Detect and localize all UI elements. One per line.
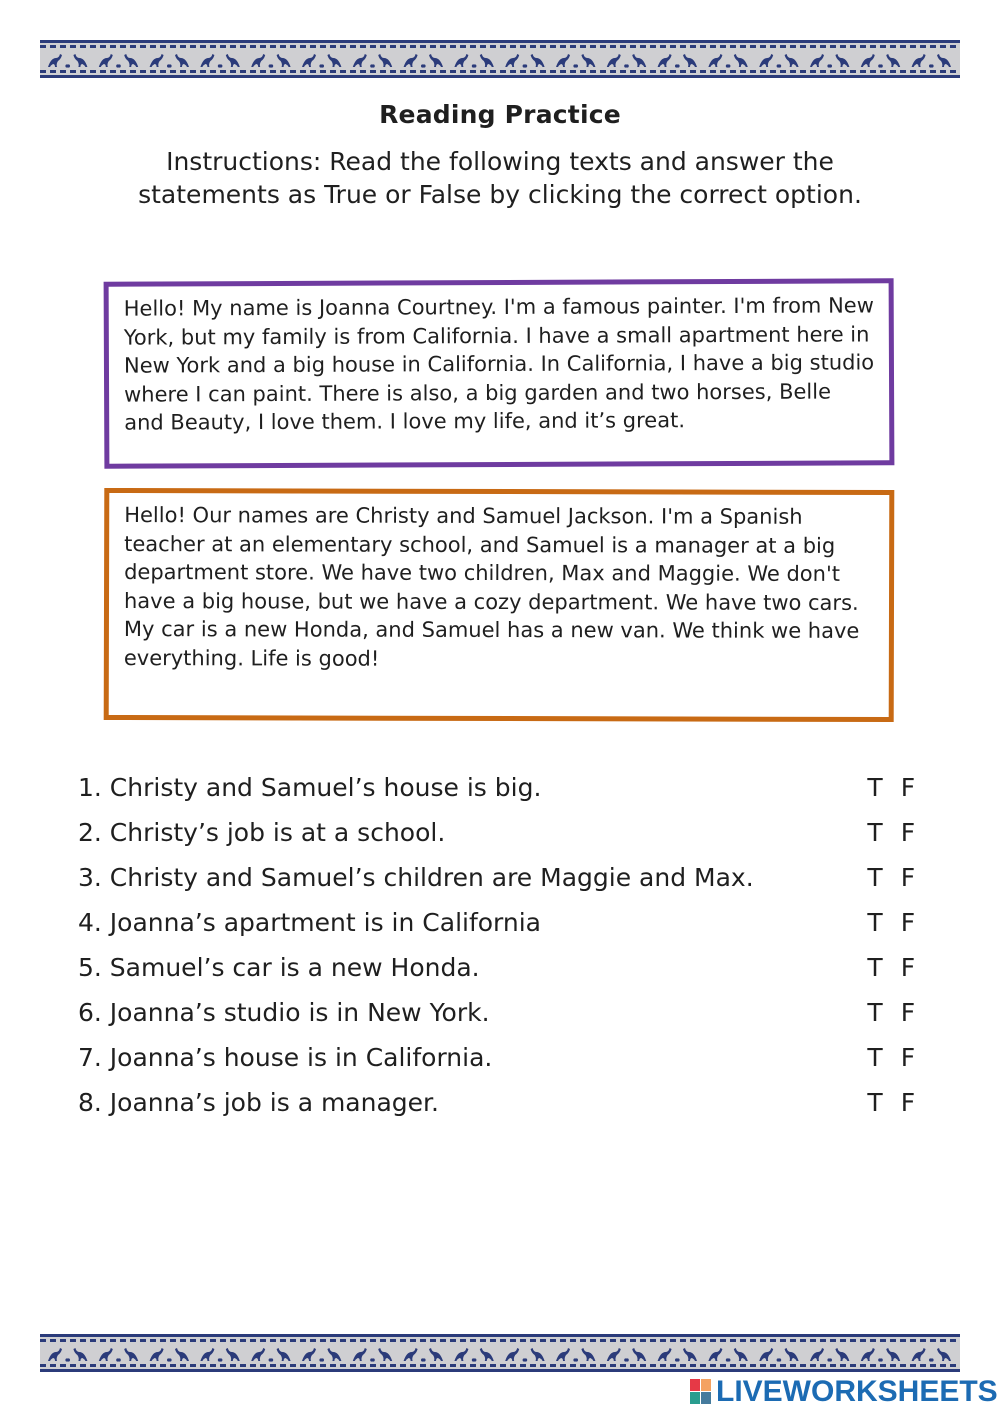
kangaroo-motif-icon [524,1348,545,1362]
kangaroo-motif-icon [727,54,748,68]
kangaroo-motif-icon [626,54,647,68]
true-option[interactable]: T [867,953,883,982]
kangaroo-motif-icon [676,1348,697,1362]
kangaroo-motif-icon [556,54,577,68]
kangaroo-motif-icon [251,1348,272,1362]
liveworksheets-logo [690,1376,998,1408]
kangaroo-motif-icon [219,1348,240,1362]
kangaroo-motif-icon [422,54,443,68]
kangaroo-motif-icon [67,54,88,68]
logo-text: LIVEWORKSHEETS [716,1375,998,1408]
question-row [78,768,928,813]
question-row [78,813,928,858]
kangaroo-motif-icon [270,54,291,68]
kangaroo-motif-icon [727,1348,748,1362]
kangaroo-motif-icon [759,1348,780,1362]
instructions-text: Instructions: Read the following texts and answer the statements as True or False by clicking the correct option. [138,147,862,209]
kangaroo-motif-icon [302,54,323,68]
kangaroo-motif-icon [880,1348,901,1362]
kangaroo-motif-icon [759,54,780,68]
kangaroo-motif-icon [930,54,951,68]
false-option[interactable]: F [900,908,916,937]
false-option[interactable]: F [900,998,916,1027]
kangaroo-motif-icon [200,54,221,68]
question-text: 4. Joanna’s apartment is in California [78,908,542,937]
decorative-border-top [40,40,960,78]
kangaroo-motif-icon [778,1348,799,1362]
kangaroo-motif-icon [251,54,272,68]
question-row [78,993,928,1038]
kangaroo-motif-icon [912,1348,933,1362]
true-option[interactable]: T [867,773,883,802]
kangaroo-motif-icon [150,54,171,68]
kangaroo-motif-icon [505,1348,526,1362]
kangaroo-pattern-icon [40,51,960,73]
false-option[interactable]: F [900,863,916,892]
question-row [78,1083,928,1128]
question-text: 2. Christy’s job is at a school. [78,818,446,847]
false-option[interactable]: F [900,773,916,802]
kangaroo-motif-icon [168,1348,189,1362]
kangaroo-motif-icon [372,54,393,68]
kangaroo-motif-icon [99,1348,120,1362]
kangaroo-motif-icon [861,54,882,68]
true-false-questions [78,768,928,1128]
reading-text-joanna: Hello! My name is Joanna Courtney. I'm a famous painter. I'm from New York, but my family is from California. I have a small apartment here in New York and a big house in California. In California, I have a big studio where I can paint. There is also, a big garden and two horses, Belle and Beauty, I love them. I love my life, and it’s great. [104,278,895,468]
false-option[interactable]: F [900,1043,916,1072]
kangaroo-motif-icon [524,54,545,68]
decorative-border-bottom [40,1334,960,1372]
kangaroo-motif-icon [880,54,901,68]
false-option[interactable]: F [900,953,916,982]
kangaroo-motif-icon [473,1348,494,1362]
kangaroo-motif-icon [302,1348,323,1362]
kangaroo-motif-icon [321,1348,342,1362]
kangaroo-motif-icon [575,1348,596,1362]
question-row [78,948,928,993]
true-option[interactable]: T [867,1043,883,1072]
kangaroo-motif-icon [575,54,596,68]
false-option[interactable]: F [900,1088,916,1117]
kangaroo-motif-icon [810,1348,831,1362]
kangaroo-motif-icon [810,54,831,68]
true-option[interactable]: T [867,998,883,1027]
question-text: 3. Christy and Samuel’s children are Maggie and Max. [78,863,754,892]
question-text: 1. Christy and Samuel’s house is big. [78,773,542,802]
kangaroo-motif-icon [372,1348,393,1362]
kangaroo-motif-icon [454,54,475,68]
kangaroo-motif-icon [48,1348,69,1362]
kangaroo-motif-icon [270,1348,291,1362]
live-badge-icon [690,1379,712,1405]
false-option[interactable]: F [900,818,916,847]
kangaroo-motif-icon [607,54,628,68]
kangaroo-motif-icon [404,1348,425,1362]
question-row [78,1038,928,1083]
kangaroo-motif-icon [676,54,697,68]
kangaroo-motif-icon [200,1348,221,1362]
kangaroo-motif-icon [658,54,679,68]
kangaroo-motif-icon [912,54,933,68]
kangaroo-motif-icon [219,54,240,68]
question-text: 7. Joanna’s house is in California. [78,1043,493,1072]
kangaroo-motif-icon [708,1348,729,1362]
kangaroo-motif-icon [473,54,494,68]
kangaroo-motif-icon [930,1348,951,1362]
true-option[interactable]: T [867,908,883,937]
kangaroo-motif-icon [353,1348,374,1362]
kangaroo-motif-icon [861,1348,882,1362]
kangaroo-motif-icon [626,1348,647,1362]
kangaroo-motif-icon [422,1348,443,1362]
kangaroo-pattern-icon [40,1345,960,1367]
kangaroo-motif-icon [67,1348,88,1362]
kangaroo-motif-icon [118,1348,139,1362]
kangaroo-motif-icon [829,1348,850,1362]
kangaroo-motif-icon [353,54,374,68]
question-text: 5. Samuel’s car is a new Honda. [78,953,480,982]
question-text: 6. Joanna’s studio is in New York. [78,998,490,1027]
true-option[interactable]: T [867,818,883,847]
true-option[interactable]: T [867,863,883,892]
kangaroo-motif-icon [708,54,729,68]
kangaroo-motif-icon [778,54,799,68]
page-title: Reading Practice [379,100,621,129]
kangaroo-motif-icon [99,54,120,68]
kangaroo-motif-icon [168,54,189,68]
question-row [78,858,928,903]
kangaroo-motif-icon [556,1348,577,1362]
kangaroo-motif-icon [404,54,425,68]
kangaroo-motif-icon [607,1348,628,1362]
kangaroo-motif-icon [118,54,139,68]
question-row [78,903,928,948]
kangaroo-motif-icon [505,54,526,68]
kangaroo-motif-icon [321,54,342,68]
kangaroo-motif-icon [48,54,69,68]
kangaroo-motif-icon [658,1348,679,1362]
kangaroo-motif-icon [150,1348,171,1362]
true-option[interactable]: T [867,1088,883,1117]
reading-text-christy-samuel: Hello! Our names are Christy and Samuel Jackson. I'm a Spanish teacher at an elementary school, and Samuel is a manager at a big department store. We have two children, Max and Maggie. We don't have a big house, but we have a cozy department. We have two cars. My car is a new Honda, and Samuel has a new van. We think we have everything. Life is good! [104,488,895,722]
kangaroo-motif-icon [454,1348,475,1362]
kangaroo-motif-icon [829,54,850,68]
question-text: 8. Joanna’s job is a manager. [78,1088,439,1117]
